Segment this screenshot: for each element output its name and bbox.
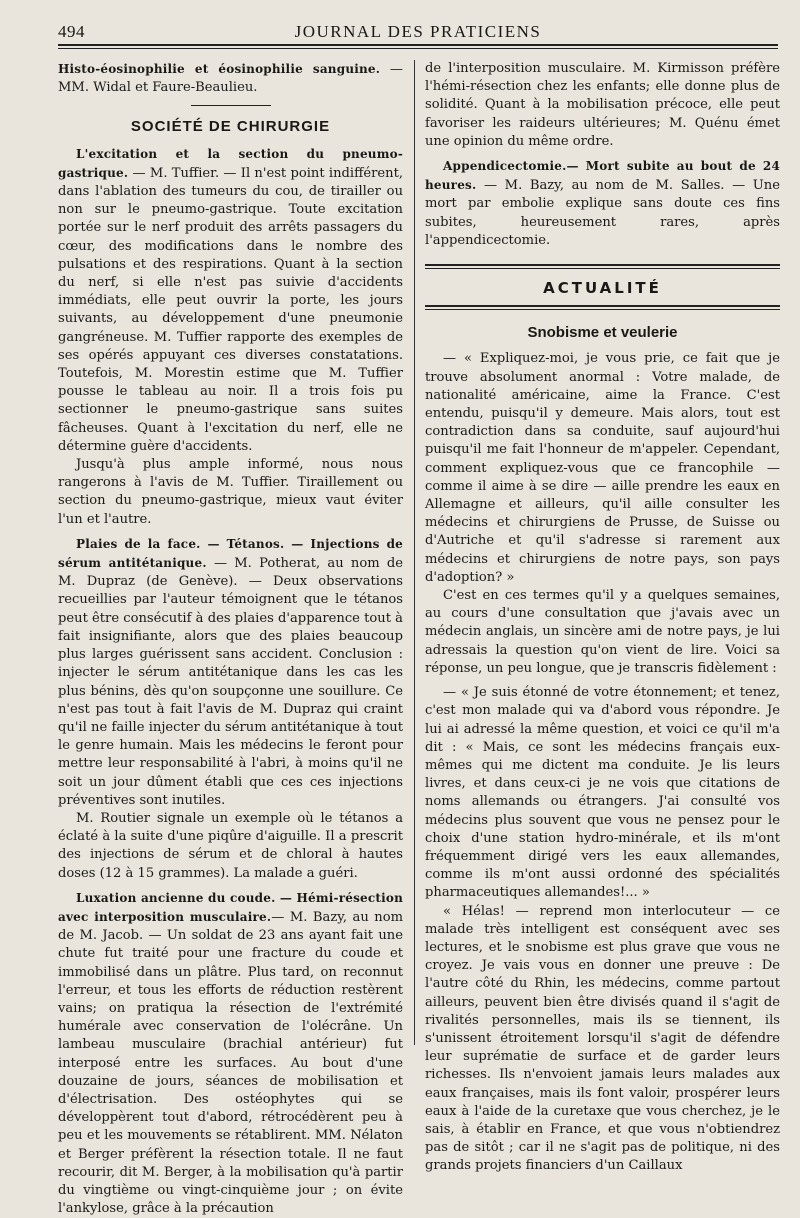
section-rule [425,264,780,269]
article-text: — M. Bazy, au nom de M. Salles. — Une mort par embolie explique sans doute ces fins subites, heureusement rares, après l'appendicectomie. [425,178,780,248]
article-paragraph: Jusqu'à plus ample informé, nous nous rangerons à l'avis de M. Tuffier. Tiraillement ou section du pneumo-gastrique, mieux vaut éviter l'un et l'autre. [58,457,403,527]
article-title: Snobisme et veulerie [527,324,678,342]
article-text: — MM. Widal et Faure-Beaulieu. [58,62,404,96]
section-title: SOCIÉTÉ DE CHIRURGIE [130,118,331,136]
article-text: — M. Tuffier. — Il n'est point indifférent, dans l'ablation des tumeurs du cou, de tirailler ou non sur le pneumo-gastrique. Toute excitation portée sur le nerf produit des arrêts passagers du cœur, des modifications dans le nombre des pulsations et des respirations. Quant à la section du nerf, si elle n'est pas suivie d'accidents immédiats, elle peut ouvrir la porte, les jours suivants, au développement d'une pneumonie gangréneuse. M. Tuffier rapporte des exemples de ses opérés appuyant ces diverses constatations. Toutefois, M. Morestin estime que M. Tuffier pousse le tableau au noir. Il a trois fois pu sectionner le pneumo-gastrique sans suites fâcheuses. Quant à l'excitation du nerf, elle ne détermine guère d'accidents. [58,165,403,454]
article-heading: Plaies de la face. — Tétanos. — Injections de sérum antitétanique. [58,536,403,571]
article-histo-eosinophilie [58,60,403,97]
article-heading: Histo-éosinophilie et éosinophilie sanguine. [58,62,381,76]
header-rule-thin [58,48,778,49]
article-paragraph: C'est en ces termes qu'il y a quelques semaines, au cours d'une consultation que j'avais avec un médecin anglais, un sincère ami de notre pays, je lui adressais la question qu'on vient de lire. Voici sa réponse, un peu longue, que je transcris fidèlement : [425,588,780,676]
article-paragraph: « Hélas! — reprend mon interlocuteur — ce malade très intelligent est conséquent avec ses lectures, et le snobisme est plus grave que vous ne croyez. Je vais vous en donner une preuve : De l'autre côté du Rhin, les médecins, comme partout ailleurs, peuvent bien être divisés quand il s'agit de rivalités personnelles, mais ils se tiennent, ils s'unissent étroitement lorsqu'il s'agit de défendre leur suprématie de surface et de garder leurs richesses. Ils n'envoient jamais leurs malades aux eaux françaises, mais ils font valoir, prospérer leurs eaux à l'aide de la curetaxe que vous cherchez, je le sais, à établir en France, et que vous n'obtiendrez pas de sitôt ; car il ne s'agit pas de politique, ni des grands projets financiers d'un Caillaux [425,903,780,1174]
header-rule [58,44,778,46]
article-paragraph: M. Routier signale un exemple où le tétanos a éclaté à la suite d'une piqûre d'aiguille. Il a prescrit des injections de sérum et de chloral à hautes doses (12 à 15 grammes). La malade a guéri. [58,810,403,881]
article-continuation: de l'interposition musculaire. M. Kirmisson préfère l'hémi-résection chez les enfants; elle donne plus de solidité. Quant à la mobilisation précoce, elle peut favoriser les raideurs ultérieures; M. Quénu émet une opinion du même ordre. [425,61,780,149]
section-title-actualite: ACTUALITÉ [543,279,662,298]
journal-title: JOURNAL DES PRATICIENS [294,22,542,41]
article-heading: Luxation ancienne du coude. — Hémi-résection avec interposition musculaire. [58,890,403,924]
article-tetanos [58,535,403,810]
article-heading: L'excitation et la section du pneumo-gastrique. [58,146,403,180]
column-divider [414,60,415,1045]
article-pneumo-gastrique [58,145,403,456]
article-heading: Appendicectomie.— Mort subite au bout de 24 heures. [425,159,780,193]
article-paragraph: — « Je suis étonné de votre étonnement; et tenez, c'est mon malade qui va d'abord vous répondre. Je lui ai adressé la même question, et voici ce qu'il m'a dit : « Mais, ce sont les médecins français eux-mêmes qui me dictent ma conduite. Je lis leurs livres, et dans ceux-ci je ne vois que citations de noms allemands ou étrangers. J'ai consulté vos médecins plus souvent que vous ne pensez pour le choix d'une station hydro-minérale, et ils m'ont fréquemment dirigé vers les eaux allemandes, comme ils m'ont aussi ordonné des spécialités pharmaceutiques allemandes!... » [425,685,780,901]
article-text: — M. Bazy, au nom de M. Jacob. — Un soldat de 23 ans ayant fait une chute fut traité pour une fracture du coude et immobilisé dans un plâtre. Plus tard, on reconnut l'erreur, et tous les efforts de réduction restèrent vains; on pratiqua la résection de l'extrémité humérale avec conservation de l'olécrâne. Un lambeau musculaire (brachial antérieur) fut interposé entre les surfaces. Au bout d'une douzaine de jours, séances de mobilisation et d'électrisation. Des ostéophytes qui se développèrent tout d'abord, rétrocédèrent peu à peu et les mouvements se rétablirent. MM. Nélaton et Berger préfèrent la résection totale. Il ne faut recourir, dit M. Berger, à la mobilisation qu'à partir du vingtième ou vingt-cinquième jour ; on évite l'ankylose, grâce à la précaution [58,909,403,1217]
right-column [425,60,780,1176]
article-text: — M. Potherat, au nom de M. Dupraz (de Genève). — Deux observations recueillies par l'auteur témoignent que le tétanos peut être consécutif à des plaies d'apparence tout à fait insignifiante, alors que des plaies beaucoup plus larges guérissent sans accident. Conclusion : injecter le sérum antitétanique dans les cas les plus bénins, dès qu'on soupçonne une souillure. Ce n'est pas tout à fait l'avis de M. Dupraz qui craint qu'il ne faille injecter du sérum antitétanique à tout le genre humain. Mais les médecins le feront pour mettre leur responsabilité à l'abri, à moins qu'il ne soit un jour dûment établi que ces ces injections préventives sont inutiles. [58,556,403,808]
left-column [58,60,403,1218]
page-number: 494 [58,22,85,41]
section-rule [425,305,780,310]
page-header [58,18,778,44]
separator [191,105,271,106]
article-appendicectomie [425,157,780,250]
article-luxation-coude [58,889,403,1218]
article-paragraph: — « Expliquez-moi, je vous prie, ce fait que je trouve absolument anormal : Votre malade, de nationalité américaine, aime la France. C'est entendu, puisqu'il y demeure. Mais alors, tout est contradiction dans sa conduite, sauf aujourd'hui puisqu'il me fait l'honneur de m'appeler. Cependant, comment expliquez-vous que ce francophile — comme il aime à se dire — aille prendre les eaux en Allemagne et ailleurs, qu'il aille consulter les médecins et chirurgiens de Prusse, de Suisse ou d'Autriche et qu'il s'adresse si rarement aux médecins et chirurgiens de notre pays, son pays d'adoption? » [425,351,780,585]
